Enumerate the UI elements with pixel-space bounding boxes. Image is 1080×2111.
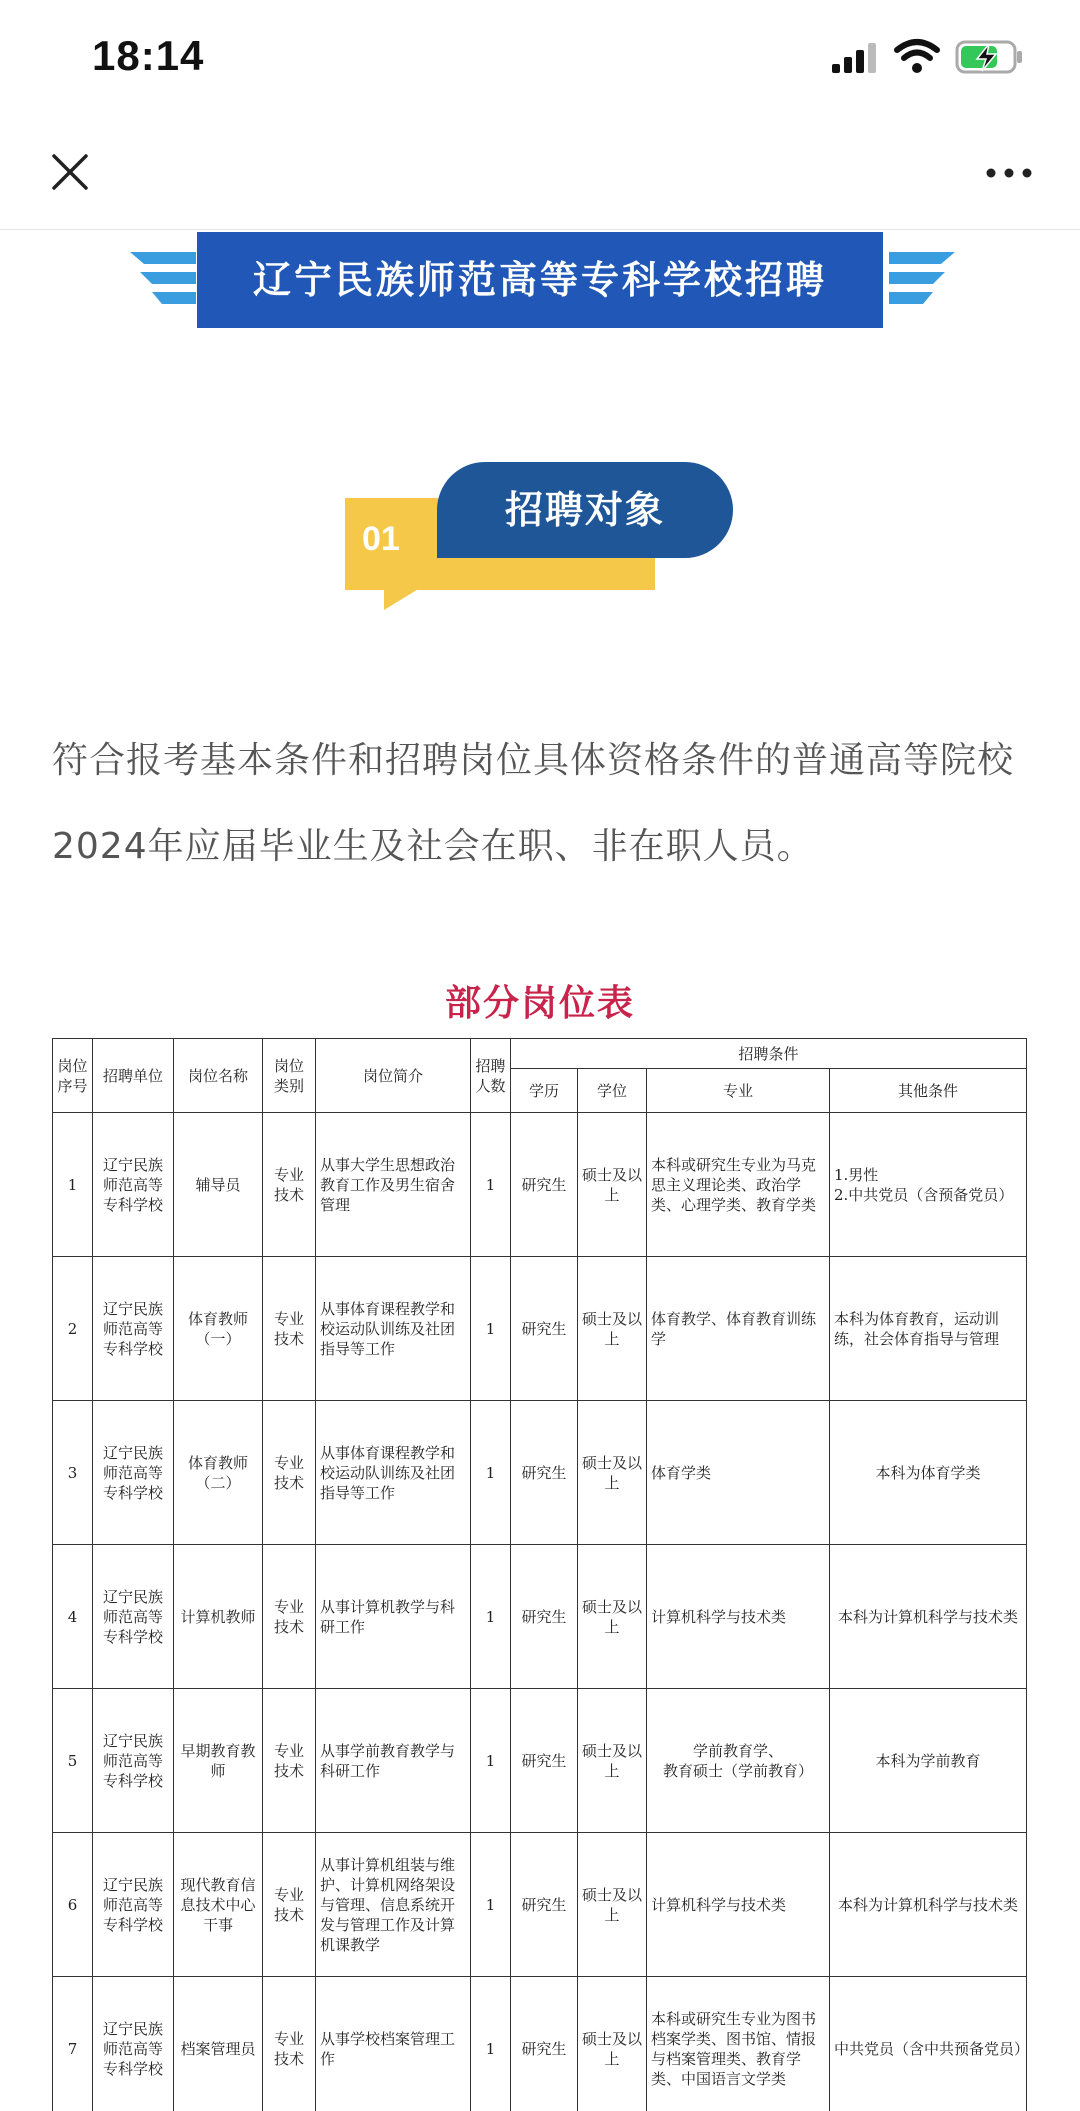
cell-position: 档案管理员 [174, 1977, 263, 2111]
cell-major: 体育学类 [647, 1401, 830, 1545]
cell-count: 1 [471, 1977, 511, 2111]
cell-count: 1 [471, 1113, 511, 1257]
header-major: 专业 [647, 1069, 830, 1113]
table-row [53, 1257, 1027, 1401]
cell-category: 专业技术 [263, 1113, 316, 1257]
cell-degree: 硕士及以上 [578, 1977, 647, 2111]
cell-degree: 硕士及以上 [578, 1401, 647, 1545]
table-row [53, 1977, 1027, 2111]
cell-unit: 辽宁民族师范高等专科学校 [93, 1545, 174, 1689]
cell-degree: 硕士及以上 [578, 1689, 647, 1833]
cell-position: 体育教师（一） [174, 1257, 263, 1401]
more-options-icon[interactable] [984, 166, 1034, 180]
header-other: 其他条件 [830, 1069, 1027, 1113]
cell-category: 专业技术 [263, 1833, 316, 1977]
cell-major: 体育教学、体育教育训练学 [647, 1257, 830, 1401]
recruitment-banner: 辽宁民族师范高等专科学校招聘 [197, 232, 883, 328]
cell-intro: 从事计算机组装与维护、计算机网络架设与管理、信息系统开发与管理工作及计算机课教学 [316, 1833, 471, 1977]
cell-education: 研究生 [511, 1113, 578, 1257]
section-number: 01 [362, 520, 400, 558]
header-degree: 学位 [578, 1069, 647, 1113]
cell-other: 本科为计算机科学与技术类 [830, 1833, 1027, 1977]
cell-no: 5 [53, 1689, 93, 1833]
cell-major: 学前教育学、 教育硕士（学前教育） [647, 1689, 830, 1833]
cell-major: 计算机科学与技术类 [647, 1545, 830, 1689]
cell-degree: 硕士及以上 [578, 1833, 647, 1977]
header-category: 岗位类别 [263, 1039, 316, 1113]
cell-unit: 辽宁民族师范高等专科学校 [93, 1977, 174, 2111]
cell-unit: 辽宁民族师范高等专科学校 [93, 1833, 174, 1977]
header-count: 招聘人数 [471, 1039, 511, 1113]
cell-count: 1 [471, 1545, 511, 1689]
cell-no: 2 [53, 1257, 93, 1401]
cell-degree: 硕士及以上 [578, 1257, 647, 1401]
cell-count: 1 [471, 1257, 511, 1401]
cell-no: 4 [53, 1545, 93, 1689]
cell-intro: 从事学前教育教学与科研工作 [316, 1689, 471, 1833]
cell-intro: 从事体育课程教学和校运动队训练及社团指导等工作 [316, 1401, 471, 1545]
cell-count: 1 [471, 1833, 511, 1977]
nav-bar [0, 110, 1080, 230]
job-table [52, 1038, 1030, 2111]
cell-other: 本科为计算机科学与技术类 [830, 1545, 1027, 1689]
header-education: 学历 [511, 1069, 578, 1113]
cell-no: 1 [53, 1113, 93, 1257]
section-callout-tail [384, 588, 420, 610]
cell-major: 本科或研究生专业为图书档案学类、图书馆、情报与档案管理类、教育学类、中国语言文学类 [647, 1977, 830, 2111]
status-bar [0, 0, 1080, 110]
cell-no: 7 [53, 1977, 93, 2111]
table-row [53, 1401, 1027, 1545]
cell-education: 研究生 [511, 1689, 578, 1833]
banner-right-stripes-icon [885, 252, 955, 312]
header-no: 岗位序号 [53, 1039, 93, 1113]
table-row [53, 1689, 1027, 1833]
cell-other: 本科为体育学类 [830, 1401, 1027, 1545]
cell-major: 计算机科学与技术类 [647, 1833, 830, 1977]
intro-paragraph: 符合报考基本条件和招聘岗位具体资格条件的普通高等院校2024年应届毕业生及社会在职、非在职人员。 [52, 740, 1015, 867]
cell-category: 专业技术 [263, 1401, 316, 1545]
cellular-signal-icon [830, 42, 880, 74]
cell-category: 专业技术 [263, 1545, 316, 1689]
cell-category: 专业技术 [263, 1977, 316, 2111]
header-intro: 岗位简介 [316, 1039, 471, 1113]
table-row [53, 1545, 1027, 1689]
header-conditions: 招聘条件 [511, 1039, 1027, 1069]
banner-left-stripes-icon [130, 252, 200, 312]
table-title: 部分岗位表 [444, 983, 635, 1024]
battery-charging-icon [955, 40, 1025, 74]
cell-position: 早期教育教师 [174, 1689, 263, 1833]
cell-education: 研究生 [511, 1257, 578, 1401]
cell-degree: 硕士及以上 [578, 1113, 647, 1257]
cell-intro: 从事体育课程教学和校运动队训练及社团指导等工作 [316, 1257, 471, 1401]
table-row [53, 1833, 1027, 1977]
status-time: 18:14 [92, 32, 205, 79]
cell-intro: 从事大学生思想政治教育工作及男生宿舍管理 [316, 1113, 471, 1257]
cell-intro: 从事学校档案管理工作 [316, 1977, 471, 2111]
cell-other: 本科为学前教育 [830, 1689, 1027, 1833]
cell-education: 研究生 [511, 1545, 578, 1689]
cell-position: 体育教师（二） [174, 1401, 263, 1545]
cell-unit: 辽宁民族师范高等专科学校 [93, 1257, 174, 1401]
cell-degree: 硕士及以上 [578, 1545, 647, 1689]
cell-unit: 辽宁民族师范高等专科学校 [93, 1689, 174, 1833]
cell-position: 计算机教师 [174, 1545, 263, 1689]
cell-no: 3 [53, 1401, 93, 1545]
cell-count: 1 [471, 1401, 511, 1545]
cell-education: 研究生 [511, 1401, 578, 1545]
cell-education: 研究生 [511, 1833, 578, 1977]
header-position: 岗位名称 [174, 1039, 263, 1113]
header-unit: 招聘单位 [93, 1039, 174, 1113]
cell-position: 辅导员 [174, 1113, 263, 1257]
section-title: 招聘对象 [437, 462, 733, 558]
cell-other: 本科为体育教育，运动训练，社会体育指导与管理 [830, 1257, 1027, 1401]
close-icon[interactable] [48, 150, 92, 194]
cell-major: 本科或研究生专业为马克思主义理论类、政治学类、心理学类、教育学类 [647, 1113, 830, 1257]
cell-unit: 辽宁民族师范高等专科学校 [93, 1401, 174, 1545]
cell-no: 6 [53, 1833, 93, 1977]
cell-count: 1 [471, 1689, 511, 1833]
cell-position: 现代教育信息技术中心干事 [174, 1833, 263, 1977]
cell-education: 研究生 [511, 1977, 578, 2111]
cell-category: 专业技术 [263, 1257, 316, 1401]
table-row [53, 1113, 1027, 1257]
cell-unit: 辽宁民族师范高等专科学校 [93, 1113, 174, 1257]
cell-intro: 从事计算机教学与科研工作 [316, 1545, 471, 1689]
cell-other: 1.男性 2.中共党员（含预备党员） [830, 1113, 1027, 1257]
cell-other: 中共党员（含中共预备党员） [830, 1977, 1027, 2111]
wifi-icon [893, 38, 941, 74]
cell-category: 专业技术 [263, 1689, 316, 1833]
